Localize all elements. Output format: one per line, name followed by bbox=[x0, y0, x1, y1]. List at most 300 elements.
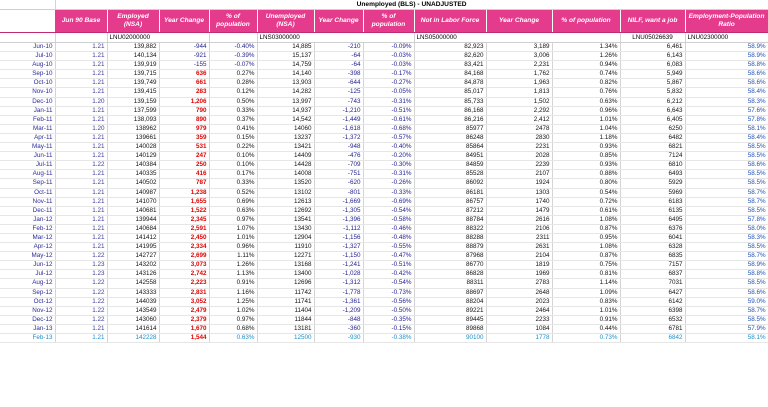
table-cell[interactable]: -0.15% bbox=[363, 324, 414, 333]
table-cell[interactable]: 1.21 bbox=[55, 133, 107, 142]
row-date-cell[interactable]: Nov-12 bbox=[0, 306, 55, 315]
table-cell[interactable]: -0.56% bbox=[363, 297, 414, 306]
table-cell[interactable]: -0.20% bbox=[363, 152, 414, 161]
table-cell[interactable]: 6,083 bbox=[620, 61, 685, 70]
column-header[interactable]: Year Change bbox=[486, 10, 552, 33]
table-cell[interactable]: -0.27% bbox=[363, 79, 414, 88]
table-cell[interactable]: 13400 bbox=[257, 270, 314, 279]
table-cell[interactable]: 139,715 bbox=[107, 70, 159, 79]
table-cell[interactable]: -125 bbox=[314, 88, 363, 97]
table-cell[interactable]: -0.50% bbox=[363, 306, 414, 315]
table-cell[interactable]: 58.7% bbox=[685, 306, 768, 315]
table-cell[interactable]: 1.26% bbox=[209, 261, 257, 270]
table-cell[interactable]: 6810 bbox=[620, 161, 685, 170]
table-cell[interactable]: 0.68% bbox=[209, 324, 257, 333]
row-date-cell[interactable]: Sep-10 bbox=[0, 70, 55, 79]
table-cell[interactable]: -1,209 bbox=[314, 306, 363, 315]
table-cell[interactable]: 140129 bbox=[107, 152, 159, 161]
table-cell[interactable]: 0.96% bbox=[209, 243, 257, 252]
table-cell[interactable]: 88697 bbox=[414, 288, 486, 297]
table-cell[interactable]: -360 bbox=[314, 324, 363, 333]
table-cell[interactable]: 790 bbox=[159, 106, 209, 115]
column-header[interactable]: % of population bbox=[363, 10, 414, 33]
table-cell[interactable]: 6842 bbox=[620, 334, 685, 343]
table-cell[interactable]: 88311 bbox=[414, 279, 486, 288]
table-cell[interactable]: 6250 bbox=[620, 124, 685, 133]
table-cell[interactable]: 0.81% bbox=[552, 270, 620, 279]
table-cell[interactable]: -0.57% bbox=[363, 133, 414, 142]
table-cell[interactable]: 58.5% bbox=[685, 315, 768, 324]
table-cell[interactable]: 139,159 bbox=[107, 97, 159, 106]
table-cell[interactable]: 1.16% bbox=[209, 288, 257, 297]
table-cell[interactable]: 1924 bbox=[486, 179, 552, 188]
table-cell[interactable]: 1.08% bbox=[552, 215, 620, 224]
code-cell[interactable] bbox=[209, 33, 257, 43]
code-cell[interactable]: LNU05026639 bbox=[620, 33, 685, 43]
row-date-cell[interactable]: Nov-10 bbox=[0, 88, 55, 97]
table-cell[interactable]: 58.9% bbox=[685, 261, 768, 270]
table-cell[interactable]: 84,878 bbox=[414, 79, 486, 88]
table-cell[interactable]: 3,073 bbox=[159, 261, 209, 270]
table-cell[interactable]: 0.44% bbox=[552, 324, 620, 333]
table-cell[interactable]: 1,670 bbox=[159, 324, 209, 333]
table-cell[interactable]: 139,919 bbox=[107, 61, 159, 70]
table-cell[interactable]: 90100 bbox=[414, 334, 486, 343]
table-cell[interactable]: 11741 bbox=[257, 297, 314, 306]
table-cell[interactable]: 85,733 bbox=[414, 97, 486, 106]
row-date-cell[interactable]: Jan-13 bbox=[0, 324, 55, 333]
column-header[interactable]: NILF, want a job bbox=[620, 10, 685, 33]
table-cell[interactable]: 13541 bbox=[257, 215, 314, 224]
table-cell[interactable]: 14428 bbox=[257, 161, 314, 170]
table-cell[interactable]: 142727 bbox=[107, 252, 159, 261]
table-cell[interactable]: 3,052 bbox=[159, 297, 209, 306]
table-cell[interactable]: 1.20 bbox=[55, 124, 107, 133]
table-cell[interactable]: 13102 bbox=[257, 188, 314, 197]
table-cell[interactable]: 13181 bbox=[257, 324, 314, 333]
table-cell[interactable]: 2648 bbox=[486, 288, 552, 297]
table-cell[interactable]: 14,937 bbox=[257, 106, 314, 115]
table-cell[interactable]: 1.21 bbox=[55, 79, 107, 88]
table-cell[interactable]: 0.33% bbox=[209, 179, 257, 188]
row-date-cell[interactable]: Jun-11 bbox=[0, 152, 55, 161]
table-cell[interactable]: 58.5% bbox=[685, 179, 768, 188]
table-cell[interactable]: -155 bbox=[159, 61, 209, 70]
table-cell[interactable]: 1.18% bbox=[552, 133, 620, 142]
table-cell[interactable]: 1.20 bbox=[55, 97, 107, 106]
table-cell[interactable]: 138962 bbox=[107, 124, 159, 133]
table-cell[interactable]: 140681 bbox=[107, 206, 159, 215]
table-cell[interactable]: 58.5% bbox=[685, 170, 768, 179]
table-cell[interactable]: 1.21 bbox=[55, 334, 107, 343]
table-cell[interactable]: 0.95% bbox=[552, 233, 620, 242]
table-cell[interactable]: 1.13% bbox=[209, 270, 257, 279]
table-cell[interactable]: 2311 bbox=[486, 233, 552, 242]
table-cell[interactable]: 140384 bbox=[107, 161, 159, 170]
table-cell[interactable]: -476 bbox=[314, 152, 363, 161]
table-cell[interactable]: 14,542 bbox=[257, 115, 314, 124]
table-cell[interactable]: 0.91% bbox=[552, 315, 620, 324]
table-cell[interactable]: 140028 bbox=[107, 143, 159, 152]
table-cell[interactable]: 6135 bbox=[620, 206, 685, 215]
row-date-cell[interactable]: Dec-12 bbox=[0, 315, 55, 324]
table-cell[interactable]: 58.7% bbox=[685, 188, 768, 197]
table-cell[interactable]: 11910 bbox=[257, 243, 314, 252]
table-cell[interactable]: 0.74% bbox=[552, 70, 620, 79]
column-header[interactable]: % of population bbox=[552, 10, 620, 33]
table-cell[interactable]: 86,168 bbox=[414, 106, 486, 115]
table-cell[interactable]: -0.40% bbox=[363, 143, 414, 152]
table-cell[interactable]: -1,669 bbox=[314, 197, 363, 206]
table-cell[interactable]: 1.01% bbox=[209, 233, 257, 242]
table-cell[interactable]: 1.21 bbox=[55, 52, 107, 61]
code-cell[interactable]: LNU02300000 bbox=[685, 33, 768, 43]
table-cell[interactable]: 2,479 bbox=[159, 306, 209, 315]
table-cell[interactable]: 1303 bbox=[486, 188, 552, 197]
table-cell[interactable]: 82,620 bbox=[414, 52, 486, 61]
table-cell[interactable]: 58.6% bbox=[685, 288, 768, 297]
table-cell[interactable]: 143126 bbox=[107, 270, 159, 279]
table-cell[interactable]: 1.21 bbox=[55, 170, 107, 179]
table-cell[interactable]: 0.63% bbox=[552, 97, 620, 106]
table-cell[interactable]: 0.88% bbox=[552, 170, 620, 179]
table-cell[interactable]: 6142 bbox=[620, 297, 685, 306]
table-cell[interactable]: 6532 bbox=[620, 315, 685, 324]
table-cell[interactable]: -848 bbox=[314, 315, 363, 324]
row-date-cell[interactable]: May-11 bbox=[0, 143, 55, 152]
table-cell[interactable]: 87212 bbox=[414, 206, 486, 215]
table-cell[interactable]: 12696 bbox=[257, 279, 314, 288]
table-cell[interactable]: 0.72% bbox=[552, 197, 620, 206]
table-cell[interactable]: -0.58% bbox=[363, 215, 414, 224]
table-cell[interactable]: 1.34% bbox=[552, 43, 620, 52]
table-cell[interactable]: 58.5% bbox=[685, 206, 768, 215]
table-cell[interactable]: -644 bbox=[314, 79, 363, 88]
table-cell[interactable]: 661 bbox=[159, 79, 209, 88]
table-cell[interactable]: 531 bbox=[159, 143, 209, 152]
table-cell[interactable]: 11742 bbox=[257, 288, 314, 297]
table-cell[interactable]: 0.85% bbox=[552, 152, 620, 161]
table-cell[interactable]: 1.21 bbox=[55, 70, 107, 79]
row-date-cell[interactable]: Oct-12 bbox=[0, 297, 55, 306]
table-cell[interactable]: 141995 bbox=[107, 243, 159, 252]
table-cell[interactable]: 85,017 bbox=[414, 88, 486, 97]
table-cell[interactable]: 88322 bbox=[414, 224, 486, 233]
table-cell[interactable]: -0.51% bbox=[363, 106, 414, 115]
table-cell[interactable]: 0.63% bbox=[209, 206, 257, 215]
table-cell[interactable]: -0.54% bbox=[363, 206, 414, 215]
table-cell[interactable]: 58.6% bbox=[685, 79, 768, 88]
row-date-cell[interactable]: Oct-11 bbox=[0, 188, 55, 197]
row-date-cell[interactable]: Dec-11 bbox=[0, 206, 55, 215]
table-cell[interactable]: 0.15% bbox=[209, 133, 257, 142]
table-cell[interactable]: -64 bbox=[314, 61, 363, 70]
table-cell[interactable]: 359 bbox=[159, 133, 209, 142]
table-cell[interactable]: 0.41% bbox=[209, 124, 257, 133]
table-cell[interactable]: 6,461 bbox=[620, 43, 685, 52]
table-cell[interactable]: -709 bbox=[314, 161, 363, 170]
table-cell[interactable]: -0.38% bbox=[363, 334, 414, 343]
row-date-cell[interactable]: Jan-11 bbox=[0, 106, 55, 115]
table-cell[interactable]: 1.21 bbox=[55, 179, 107, 188]
table-cell[interactable]: -0.35% bbox=[363, 315, 414, 324]
table-cell[interactable]: 1819 bbox=[486, 261, 552, 270]
table-cell[interactable]: 86770 bbox=[414, 261, 486, 270]
table-cell[interactable]: 58.3% bbox=[685, 97, 768, 106]
table-cell[interactable]: 0.33% bbox=[209, 106, 257, 115]
table-cell[interactable]: 0.83% bbox=[552, 297, 620, 306]
table-cell[interactable]: 0.96% bbox=[552, 106, 620, 115]
table-cell[interactable]: 636 bbox=[159, 70, 209, 79]
table-cell[interactable]: 58.6% bbox=[685, 161, 768, 170]
table-cell[interactable]: 0.75% bbox=[552, 261, 620, 270]
column-header[interactable]: Not in Labor Force bbox=[414, 10, 486, 33]
table-cell[interactable]: 58.9% bbox=[685, 52, 768, 61]
table-cell[interactable]: 58.0% bbox=[685, 224, 768, 233]
table-cell[interactable]: 1.26% bbox=[552, 52, 620, 61]
table-cell[interactable]: 6041 bbox=[620, 233, 685, 242]
table-cell[interactable]: 787 bbox=[159, 179, 209, 188]
table-cell[interactable]: 14,759 bbox=[257, 61, 314, 70]
table-cell[interactable]: 85977 bbox=[414, 124, 486, 133]
table-cell[interactable]: 14,885 bbox=[257, 43, 314, 52]
table-cell[interactable]: -0.07% bbox=[209, 61, 257, 70]
table-cell[interactable]: -948 bbox=[314, 143, 363, 152]
table-cell[interactable]: -930 bbox=[314, 334, 363, 343]
table-cell[interactable]: -0.31% bbox=[363, 170, 414, 179]
table-cell[interactable]: 11844 bbox=[257, 315, 314, 324]
table-cell[interactable]: -0.03% bbox=[363, 61, 414, 70]
table-cell[interactable]: 250 bbox=[159, 161, 209, 170]
table-cell[interactable]: 1,813 bbox=[486, 88, 552, 97]
table-cell[interactable]: 84859 bbox=[414, 161, 486, 170]
table-cell[interactable]: 0.69% bbox=[209, 197, 257, 206]
table-cell[interactable]: 144039 bbox=[107, 297, 159, 306]
sheet-title[interactable]: Unemployed (BLS) - UNADJUSTED bbox=[55, 0, 768, 10]
table-cell[interactable]: 58.4% bbox=[685, 88, 768, 97]
table-cell[interactable]: 1.22 bbox=[55, 306, 107, 315]
table-cell[interactable]: 12500 bbox=[257, 334, 314, 343]
table-cell[interactable]: -1,112 bbox=[314, 224, 363, 233]
table-cell[interactable]: 89445 bbox=[414, 315, 486, 324]
table-cell[interactable]: 5,832 bbox=[620, 88, 685, 97]
table-cell[interactable]: 2,450 bbox=[159, 233, 209, 242]
table-cell[interactable]: 58.7% bbox=[685, 252, 768, 261]
table-cell[interactable]: 3,189 bbox=[486, 43, 552, 52]
table-cell[interactable]: -751 bbox=[314, 170, 363, 179]
table-cell[interactable]: 1.14% bbox=[552, 279, 620, 288]
table-cell[interactable]: -1,028 bbox=[314, 270, 363, 279]
row-date-cell[interactable]: Jul-10 bbox=[0, 52, 55, 61]
table-cell[interactable]: 84951 bbox=[414, 152, 486, 161]
table-cell[interactable]: -0.09% bbox=[363, 43, 414, 52]
table-cell[interactable]: 0.54% bbox=[552, 188, 620, 197]
table-cell[interactable]: 1.09% bbox=[552, 288, 620, 297]
table-cell[interactable]: 1479 bbox=[486, 206, 552, 215]
table-cell[interactable]: 13430 bbox=[257, 224, 314, 233]
table-cell[interactable]: 3,006 bbox=[486, 52, 552, 61]
table-cell[interactable]: 1.22 bbox=[55, 252, 107, 261]
table-cell[interactable]: 58.5% bbox=[685, 152, 768, 161]
table-cell[interactable]: 6821 bbox=[620, 143, 685, 152]
table-cell[interactable]: 0.52% bbox=[209, 188, 257, 197]
row-date-cell[interactable]: Dec-10 bbox=[0, 97, 55, 106]
table-cell[interactable]: 2,379 bbox=[159, 315, 209, 324]
table-cell[interactable]: 6835 bbox=[620, 252, 685, 261]
table-cell[interactable]: 0.22% bbox=[209, 143, 257, 152]
table-cell[interactable]: 13520 bbox=[257, 179, 314, 188]
table-cell[interactable]: 1.21 bbox=[55, 188, 107, 197]
table-cell[interactable]: 58.6% bbox=[685, 70, 768, 79]
table-cell[interactable]: 1.22 bbox=[55, 288, 107, 297]
table-cell[interactable]: 2631 bbox=[486, 243, 552, 252]
table-cell[interactable]: 14008 bbox=[257, 170, 314, 179]
table-cell[interactable]: -398 bbox=[314, 70, 363, 79]
table-cell[interactable]: 1.21 bbox=[55, 224, 107, 233]
table-cell[interactable]: 1,522 bbox=[159, 206, 209, 215]
table-cell[interactable]: 12613 bbox=[257, 197, 314, 206]
table-cell[interactable]: -0.31% bbox=[363, 97, 414, 106]
table-cell[interactable]: 58.3% bbox=[685, 233, 768, 242]
table-cell[interactable]: 416 bbox=[159, 170, 209, 179]
table-cell[interactable]: 137,599 bbox=[107, 106, 159, 115]
table-cell[interactable]: 58.1% bbox=[685, 124, 768, 133]
table-cell[interactable]: 59.0% bbox=[685, 297, 768, 306]
column-header[interactable]: Employment-Population Ratio bbox=[685, 10, 768, 33]
table-cell[interactable]: 85864 bbox=[414, 143, 486, 152]
table-cell[interactable]: 2464 bbox=[486, 306, 552, 315]
table-cell[interactable]: 86092 bbox=[414, 179, 486, 188]
table-cell[interactable]: 0.93% bbox=[552, 161, 620, 170]
table-cell[interactable]: 1.01% bbox=[552, 306, 620, 315]
table-cell[interactable]: 13237 bbox=[257, 133, 314, 142]
table-cell[interactable]: 0.80% bbox=[552, 179, 620, 188]
blank-cell[interactable] bbox=[0, 0, 55, 10]
table-cell[interactable]: 1778 bbox=[486, 334, 552, 343]
table-cell[interactable]: 0.73% bbox=[552, 334, 620, 343]
table-cell[interactable]: 2616 bbox=[486, 215, 552, 224]
table-cell[interactable]: 1.21 bbox=[55, 143, 107, 152]
table-cell[interactable]: 6,143 bbox=[620, 52, 685, 61]
table-cell[interactable]: 140502 bbox=[107, 179, 159, 188]
table-cell[interactable]: 87968 bbox=[414, 252, 486, 261]
table-cell[interactable]: 86757 bbox=[414, 197, 486, 206]
table-cell[interactable]: 1.21 bbox=[55, 324, 107, 333]
table-cell[interactable]: -0.55% bbox=[363, 243, 414, 252]
table-cell[interactable]: 2,231 bbox=[486, 61, 552, 70]
table-cell[interactable]: 58.5% bbox=[685, 143, 768, 152]
table-cell[interactable]: 138,093 bbox=[107, 115, 159, 124]
table-cell[interactable]: -0.68% bbox=[363, 124, 414, 133]
table-cell[interactable]: 1,963 bbox=[486, 79, 552, 88]
table-cell[interactable]: -921 bbox=[159, 52, 209, 61]
row-date-cell[interactable]: Aug-10 bbox=[0, 61, 55, 70]
table-cell[interactable]: 58.5% bbox=[685, 243, 768, 252]
table-cell[interactable]: 1,502 bbox=[486, 97, 552, 106]
table-cell[interactable]: 0.10% bbox=[209, 152, 257, 161]
table-cell[interactable]: 0.27% bbox=[209, 70, 257, 79]
table-cell[interactable]: -0.17% bbox=[363, 70, 414, 79]
table-cell[interactable]: 5,867 bbox=[620, 79, 685, 88]
table-cell[interactable]: 6,643 bbox=[620, 106, 685, 115]
table-cell[interactable]: 141412 bbox=[107, 233, 159, 242]
table-cell[interactable]: 2023 bbox=[486, 297, 552, 306]
table-cell[interactable]: 1,655 bbox=[159, 197, 209, 206]
table-cell[interactable]: -1,618 bbox=[314, 124, 363, 133]
table-cell[interactable]: 2231 bbox=[486, 143, 552, 152]
table-cell[interactable]: -0.40% bbox=[209, 43, 257, 52]
table-cell[interactable]: 1.22 bbox=[55, 297, 107, 306]
table-cell[interactable]: -0.73% bbox=[363, 288, 414, 297]
table-cell[interactable]: 58.4% bbox=[685, 133, 768, 142]
table-cell[interactable]: 140684 bbox=[107, 224, 159, 233]
table-cell[interactable]: 1,544 bbox=[159, 334, 209, 343]
table-cell[interactable]: -1,305 bbox=[314, 206, 363, 215]
table-cell[interactable]: -1,778 bbox=[314, 288, 363, 297]
row-date-cell[interactable]: Feb-13 bbox=[0, 334, 55, 343]
table-cell[interactable]: 247 bbox=[159, 152, 209, 161]
table-cell[interactable]: 141070 bbox=[107, 197, 159, 206]
row-date-cell[interactable]: Feb-11 bbox=[0, 115, 55, 124]
table-cell[interactable]: 6398 bbox=[620, 306, 685, 315]
row-date-cell[interactable]: Sep-12 bbox=[0, 288, 55, 297]
table-cell[interactable]: -1,396 bbox=[314, 215, 363, 224]
table-cell[interactable]: 6427 bbox=[620, 288, 685, 297]
table-cell[interactable]: 6837 bbox=[620, 270, 685, 279]
row-date-cell[interactable]: Jun-10 bbox=[0, 43, 55, 52]
table-cell[interactable]: 88879 bbox=[414, 243, 486, 252]
table-cell[interactable]: 0.12% bbox=[209, 88, 257, 97]
table-cell[interactable]: 12271 bbox=[257, 252, 314, 261]
table-cell[interactable]: 1.04% bbox=[552, 124, 620, 133]
table-cell[interactable]: 13168 bbox=[257, 261, 314, 270]
table-cell[interactable]: 1.25% bbox=[209, 297, 257, 306]
table-cell[interactable]: -1,241 bbox=[314, 261, 363, 270]
table-cell[interactable]: 5969 bbox=[620, 188, 685, 197]
table-cell[interactable]: 7124 bbox=[620, 152, 685, 161]
table-cell[interactable]: 0.50% bbox=[209, 97, 257, 106]
table-cell[interactable]: 2830 bbox=[486, 133, 552, 142]
row-date-cell[interactable]: Jan-12 bbox=[0, 215, 55, 224]
row-date-cell[interactable]: Mar-11 bbox=[0, 124, 55, 133]
table-cell[interactable]: 6495 bbox=[620, 215, 685, 224]
table-cell[interactable]: 1.21 bbox=[55, 206, 107, 215]
table-cell[interactable]: 1.21 bbox=[55, 233, 107, 242]
table-cell[interactable]: 89868 bbox=[414, 324, 486, 333]
table-cell[interactable]: -0.48% bbox=[363, 233, 414, 242]
table-cell[interactable]: 143333 bbox=[107, 288, 159, 297]
table-cell[interactable]: 1.23 bbox=[55, 261, 107, 270]
table-cell[interactable]: 57.6% bbox=[685, 106, 768, 115]
column-header[interactable]: Employed (NSA) bbox=[107, 10, 159, 33]
table-cell[interactable]: 1.11% bbox=[209, 252, 257, 261]
table-cell[interactable]: 143549 bbox=[107, 306, 159, 315]
table-cell[interactable]: 0.97% bbox=[209, 315, 257, 324]
column-header[interactable]: Year Change bbox=[314, 10, 363, 33]
table-cell[interactable]: 13421 bbox=[257, 143, 314, 152]
table-cell[interactable]: 1.02% bbox=[209, 306, 257, 315]
table-cell[interactable]: 140987 bbox=[107, 188, 159, 197]
code-cell[interactable] bbox=[0, 33, 55, 43]
table-cell[interactable]: 6376 bbox=[620, 224, 685, 233]
table-cell[interactable]: 142228 bbox=[107, 334, 159, 343]
table-cell[interactable]: 14060 bbox=[257, 124, 314, 133]
table-cell[interactable]: 0.94% bbox=[552, 61, 620, 70]
table-cell[interactable]: 2,223 bbox=[159, 279, 209, 288]
table-cell[interactable]: 14,140 bbox=[257, 70, 314, 79]
table-cell[interactable]: 1.21 bbox=[55, 115, 107, 124]
table-cell[interactable]: -944 bbox=[159, 43, 209, 52]
